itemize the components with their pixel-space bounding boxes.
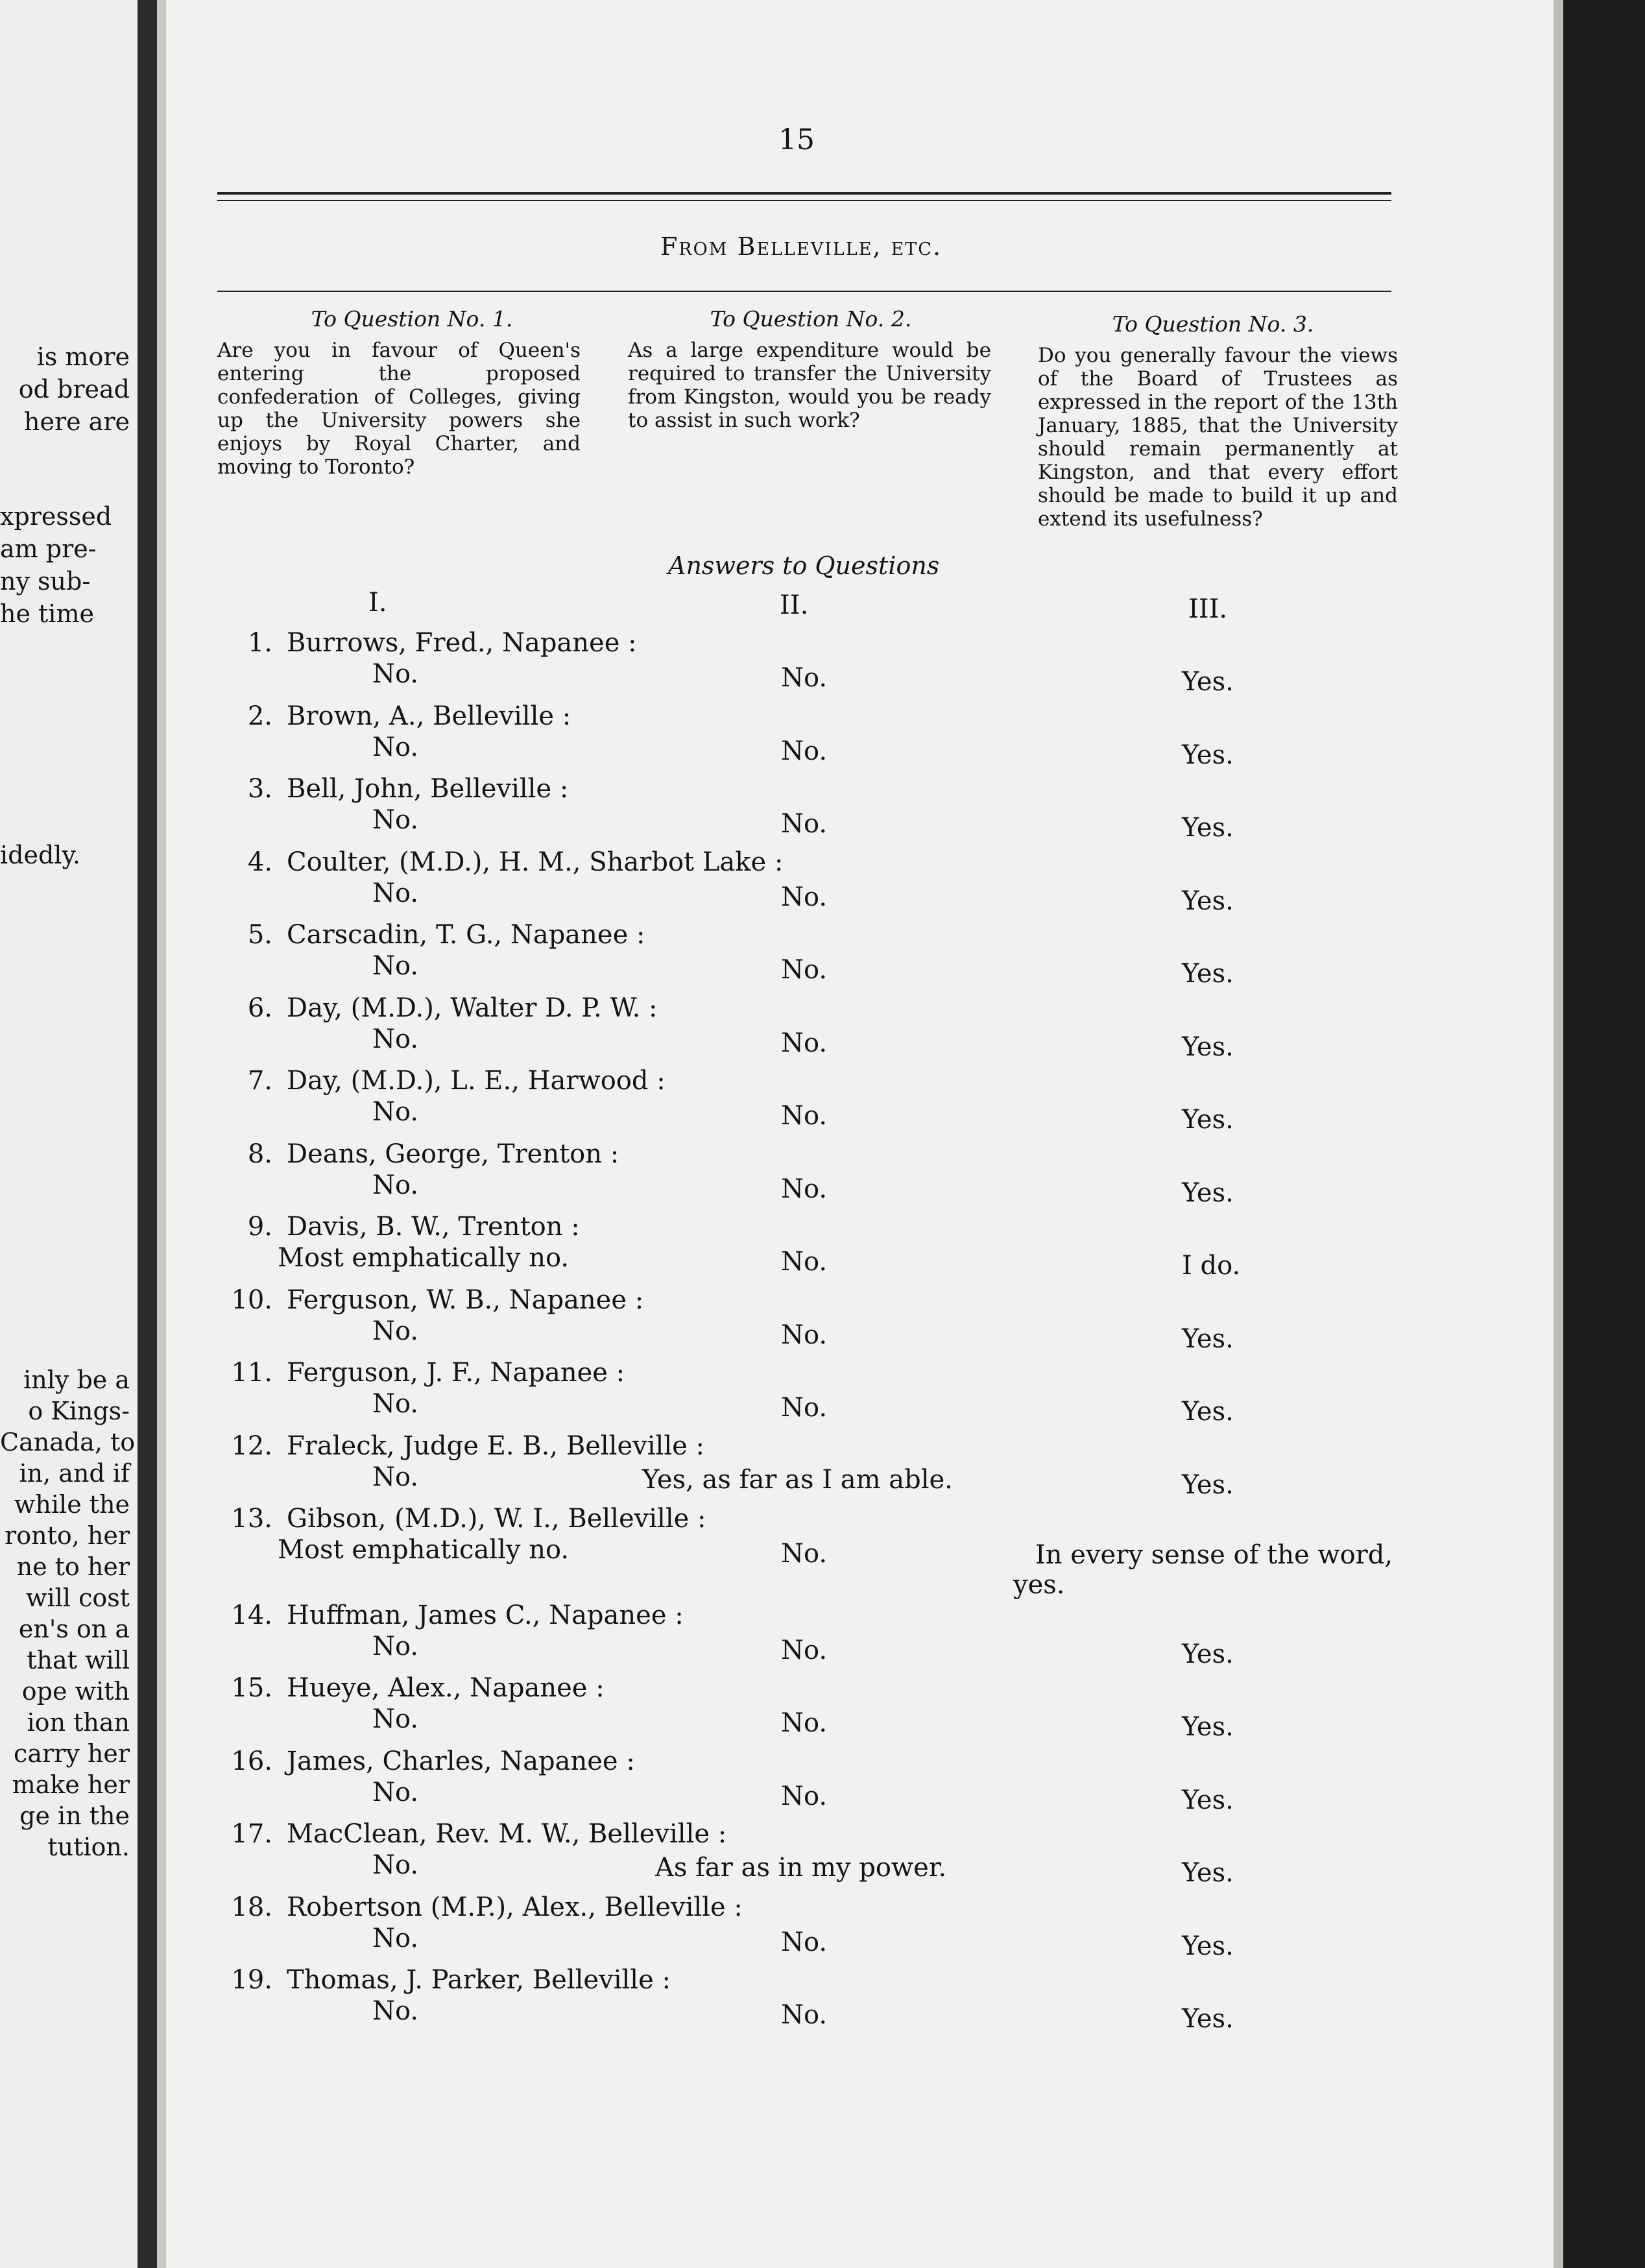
answer-1: No.	[372, 1777, 419, 1807]
column-header-2: II.	[780, 590, 809, 620]
prev-page-line: he time	[0, 599, 94, 628]
answer-3: Yes.	[1182, 1177, 1234, 1208]
answer-2: No.	[781, 1101, 828, 1131]
respondent-number: 11.	[231, 1358, 272, 1388]
prev-page-line: ge in the	[19, 1802, 130, 1830]
answer-1: No.	[372, 659, 419, 689]
answer-3: Yes.	[1182, 1712, 1234, 1742]
answer-1: No.	[372, 1097, 419, 1127]
respondent-number: 2.	[247, 701, 272, 731]
answer-2: No.	[781, 1781, 828, 1811]
answer-2: No.	[781, 882, 828, 912]
respondent-number: 14.	[231, 1600, 272, 1630]
respondent-name: Carscadin, T. G., Napanee :	[287, 920, 645, 950]
answer-1: No.	[372, 1850, 419, 1880]
question-1-text: Are you in favour of Queen's entering the proposed confederation of Colleges, giving up the University powers she enjoys by Royal Charter, and moving to Toronto?	[217, 339, 581, 479]
prev-page-line: that will	[27, 1646, 130, 1674]
respondent-number: 9.	[247, 1212, 272, 1242]
heading-rule	[217, 291, 1391, 292]
answer-1: No.	[372, 1462, 419, 1492]
respondent-number: 8.	[247, 1139, 272, 1169]
respondent-name: Huffman, James C., Napanee :	[287, 1600, 684, 1630]
respondent-name: Burrows, Fred., Napanee :	[287, 628, 637, 658]
respondent-name: Robertson (M.P.), Alex., Belleville :	[287, 1892, 743, 1922]
prev-page-line: carry her	[14, 1739, 130, 1768]
answer-3: In every sense of the word,	[1035, 1540, 1393, 1570]
answer-1: No.	[372, 732, 419, 762]
respondent-name: Gibson, (M.D.), W. I., Belleville :	[287, 1504, 706, 1534]
column-header-1: I.	[368, 588, 387, 618]
prev-page-line: inly be a	[23, 1366, 130, 1394]
answer-2: No.	[781, 1393, 828, 1423]
respondent-name: Ferguson, W. B., Napanee :	[287, 1285, 644, 1315]
answer-3: Yes.	[1182, 1031, 1234, 1062]
answer-1: No.	[372, 1631, 419, 1661]
respondent-name: Davis, B. W., Trenton :	[287, 1212, 580, 1242]
answer-1: Most emphatically no.	[278, 1535, 570, 1565]
answer-1: No.	[372, 805, 419, 835]
prev-page-line: ope with	[21, 1677, 130, 1706]
answer-1: No.	[372, 878, 419, 908]
prev-page-line: here are	[23, 407, 130, 436]
answer-1: Most emphatically no.	[278, 1243, 570, 1273]
column-header-3: III.	[1188, 594, 1228, 624]
answer-3: Yes.	[1182, 1931, 1234, 1961]
respondent-name: MacClean, Rev. M. W., Belleville :	[287, 1819, 727, 1849]
answer-3: Yes.	[1182, 886, 1234, 916]
prev-page-line: en's on a	[18, 1615, 130, 1643]
respondent-name: Deans, George, Trenton :	[287, 1139, 619, 1169]
answer-3: Yes.	[1182, 1397, 1234, 1427]
prev-page-line: ion than	[27, 1708, 130, 1737]
answer-2: As far as in my power.	[655, 1853, 947, 1883]
prev-page-line: will cost	[26, 1584, 130, 1612]
answer-1: No.	[372, 1923, 419, 1953]
respondent-number: 18.	[231, 1892, 272, 1922]
answer-2: No.	[781, 809, 828, 839]
respondent-name: Fraleck, Judge E. B., Belleville :	[287, 1430, 704, 1461]
respondent-number: 6.	[247, 993, 272, 1023]
previous-page-fragment	[0, 0, 138, 2268]
respondent-name: James, Charles, Napanee :	[287, 1746, 635, 1776]
answer-1: No.	[372, 1024, 419, 1054]
answer-2: No.	[781, 736, 828, 766]
answer-2: No.	[781, 1927, 828, 1957]
answer-2: No.	[781, 2000, 828, 2030]
answer-3: Yes.	[1182, 1639, 1234, 1669]
prev-page-line: am pre-	[0, 535, 97, 563]
prev-page-line: is more	[36, 343, 130, 371]
answer-2: No.	[781, 1708, 828, 1738]
prev-page-line: idedly.	[0, 841, 80, 869]
answer-3: Yes.	[1182, 1323, 1234, 1354]
respondent-name: Day, (M.D.), Walter D. P. W. :	[287, 993, 658, 1023]
answer-2: No.	[781, 955, 828, 985]
answer-3: Yes.	[1182, 2004, 1234, 2034]
answer-3: Yes.	[1182, 1785, 1234, 1815]
respondent-name: Thomas, J. Parker, Belleville :	[287, 1965, 671, 1995]
question-3-text: Do you generally favour the views of the Board of Trustees as expressed in the report of the 13th January, 1885, that the University should remain permanently at Kingston, and that every effort should be made to build it up and extend its usefulness?	[1038, 344, 1398, 531]
respondent-name: Coulter, (M.D.), H. M., Sharbot Lake :	[287, 847, 784, 877]
respondent-number: 1.	[247, 628, 272, 658]
question-2-title: To Question No. 2.	[710, 306, 912, 332]
prev-page-line: while the	[14, 1490, 130, 1519]
answer-3: Yes.	[1182, 959, 1234, 989]
respondent-number: 5.	[247, 920, 272, 950]
answer-3: Yes.	[1182, 1469, 1234, 1500]
answer-1: No.	[372, 1704, 419, 1734]
respondent-number: 17.	[231, 1819, 272, 1849]
respondent-number: 16.	[231, 1746, 272, 1776]
prev-page-line: tution.	[47, 1833, 130, 1861]
section-heading: From Belleville, etc.	[660, 232, 943, 261]
prev-page-line: ne to her	[16, 1552, 130, 1581]
binding-shadow	[157, 0, 166, 2268]
answer-1: No.	[372, 1170, 419, 1200]
prev-page-line: xpressed	[0, 502, 112, 531]
prev-page-line: ronto, her	[5, 1521, 130, 1550]
answers-title: Answers to Questions	[668, 551, 940, 580]
answer-3: I do.	[1182, 1251, 1241, 1281]
answer-3: Yes.	[1182, 667, 1234, 697]
double-rule-bottom	[217, 200, 1391, 201]
answer-3: Yes.	[1182, 740, 1234, 770]
answer-1: No.	[372, 1389, 419, 1419]
respondent-name: Brown, A., Belleville :	[287, 701, 571, 731]
binding-gutter	[138, 0, 157, 2268]
answer-2: No.	[781, 663, 828, 693]
respondent-number: 15.	[231, 1673, 272, 1703]
respondent-name: Ferguson, J. F., Napanee :	[287, 1358, 625, 1388]
answer-1: No.	[372, 951, 419, 981]
page-edge	[1563, 0, 1645, 2268]
answer-2: No.	[781, 1247, 828, 1277]
answer-2: Yes, as far as I am able.	[642, 1464, 953, 1495]
prev-page-line: Canada, to	[0, 1428, 136, 1456]
respondent-number: 10.	[231, 1285, 272, 1315]
respondent-name: Hueye, Alex., Napanee :	[287, 1673, 605, 1703]
answer-3: Yes.	[1182, 1858, 1234, 1888]
answer-2: No.	[781, 1635, 828, 1665]
respondent-number: 19.	[231, 1965, 272, 1995]
prev-page-line: o Kings-	[28, 1397, 130, 1425]
page-number: 15	[778, 123, 815, 156]
respondent-number: 3.	[247, 774, 272, 804]
answer-1: No.	[372, 1316, 419, 1346]
prev-page-line: od bread	[18, 375, 130, 404]
answer-2: No.	[781, 1320, 828, 1350]
answer-2: No.	[781, 1028, 828, 1058]
prev-page-line: in, and if	[19, 1459, 130, 1488]
question-1-title: To Question No. 1.	[311, 306, 513, 332]
respondent-number: 7.	[247, 1066, 272, 1096]
prev-page-line: ny sub-	[0, 567, 91, 596]
question-3-title: To Question No. 3.	[1112, 311, 1314, 337]
prev-page-line: make her	[12, 1770, 130, 1799]
answer-1: No.	[372, 1996, 419, 2026]
question-2-text: As a large expenditure would be required to transfer the University from Kingston, would you be ready to assist in such work?	[628, 339, 991, 432]
respondent-number: 12.	[231, 1430, 272, 1461]
answer-3: Yes.	[1182, 813, 1234, 843]
answer-2: No.	[781, 1539, 828, 1569]
answer-2: No.	[781, 1174, 828, 1204]
answer-3-continued: yes.	[1013, 1570, 1065, 1600]
double-rule-top	[217, 192, 1391, 195]
respondent-name: Day, (M.D.), L. E., Harwood :	[287, 1066, 666, 1096]
respondent-number: 13.	[231, 1504, 272, 1534]
answer-3: Yes.	[1182, 1105, 1234, 1135]
respondent-number: 4.	[247, 847, 272, 877]
respondent-name: Bell, John, Belleville :	[287, 774, 569, 804]
